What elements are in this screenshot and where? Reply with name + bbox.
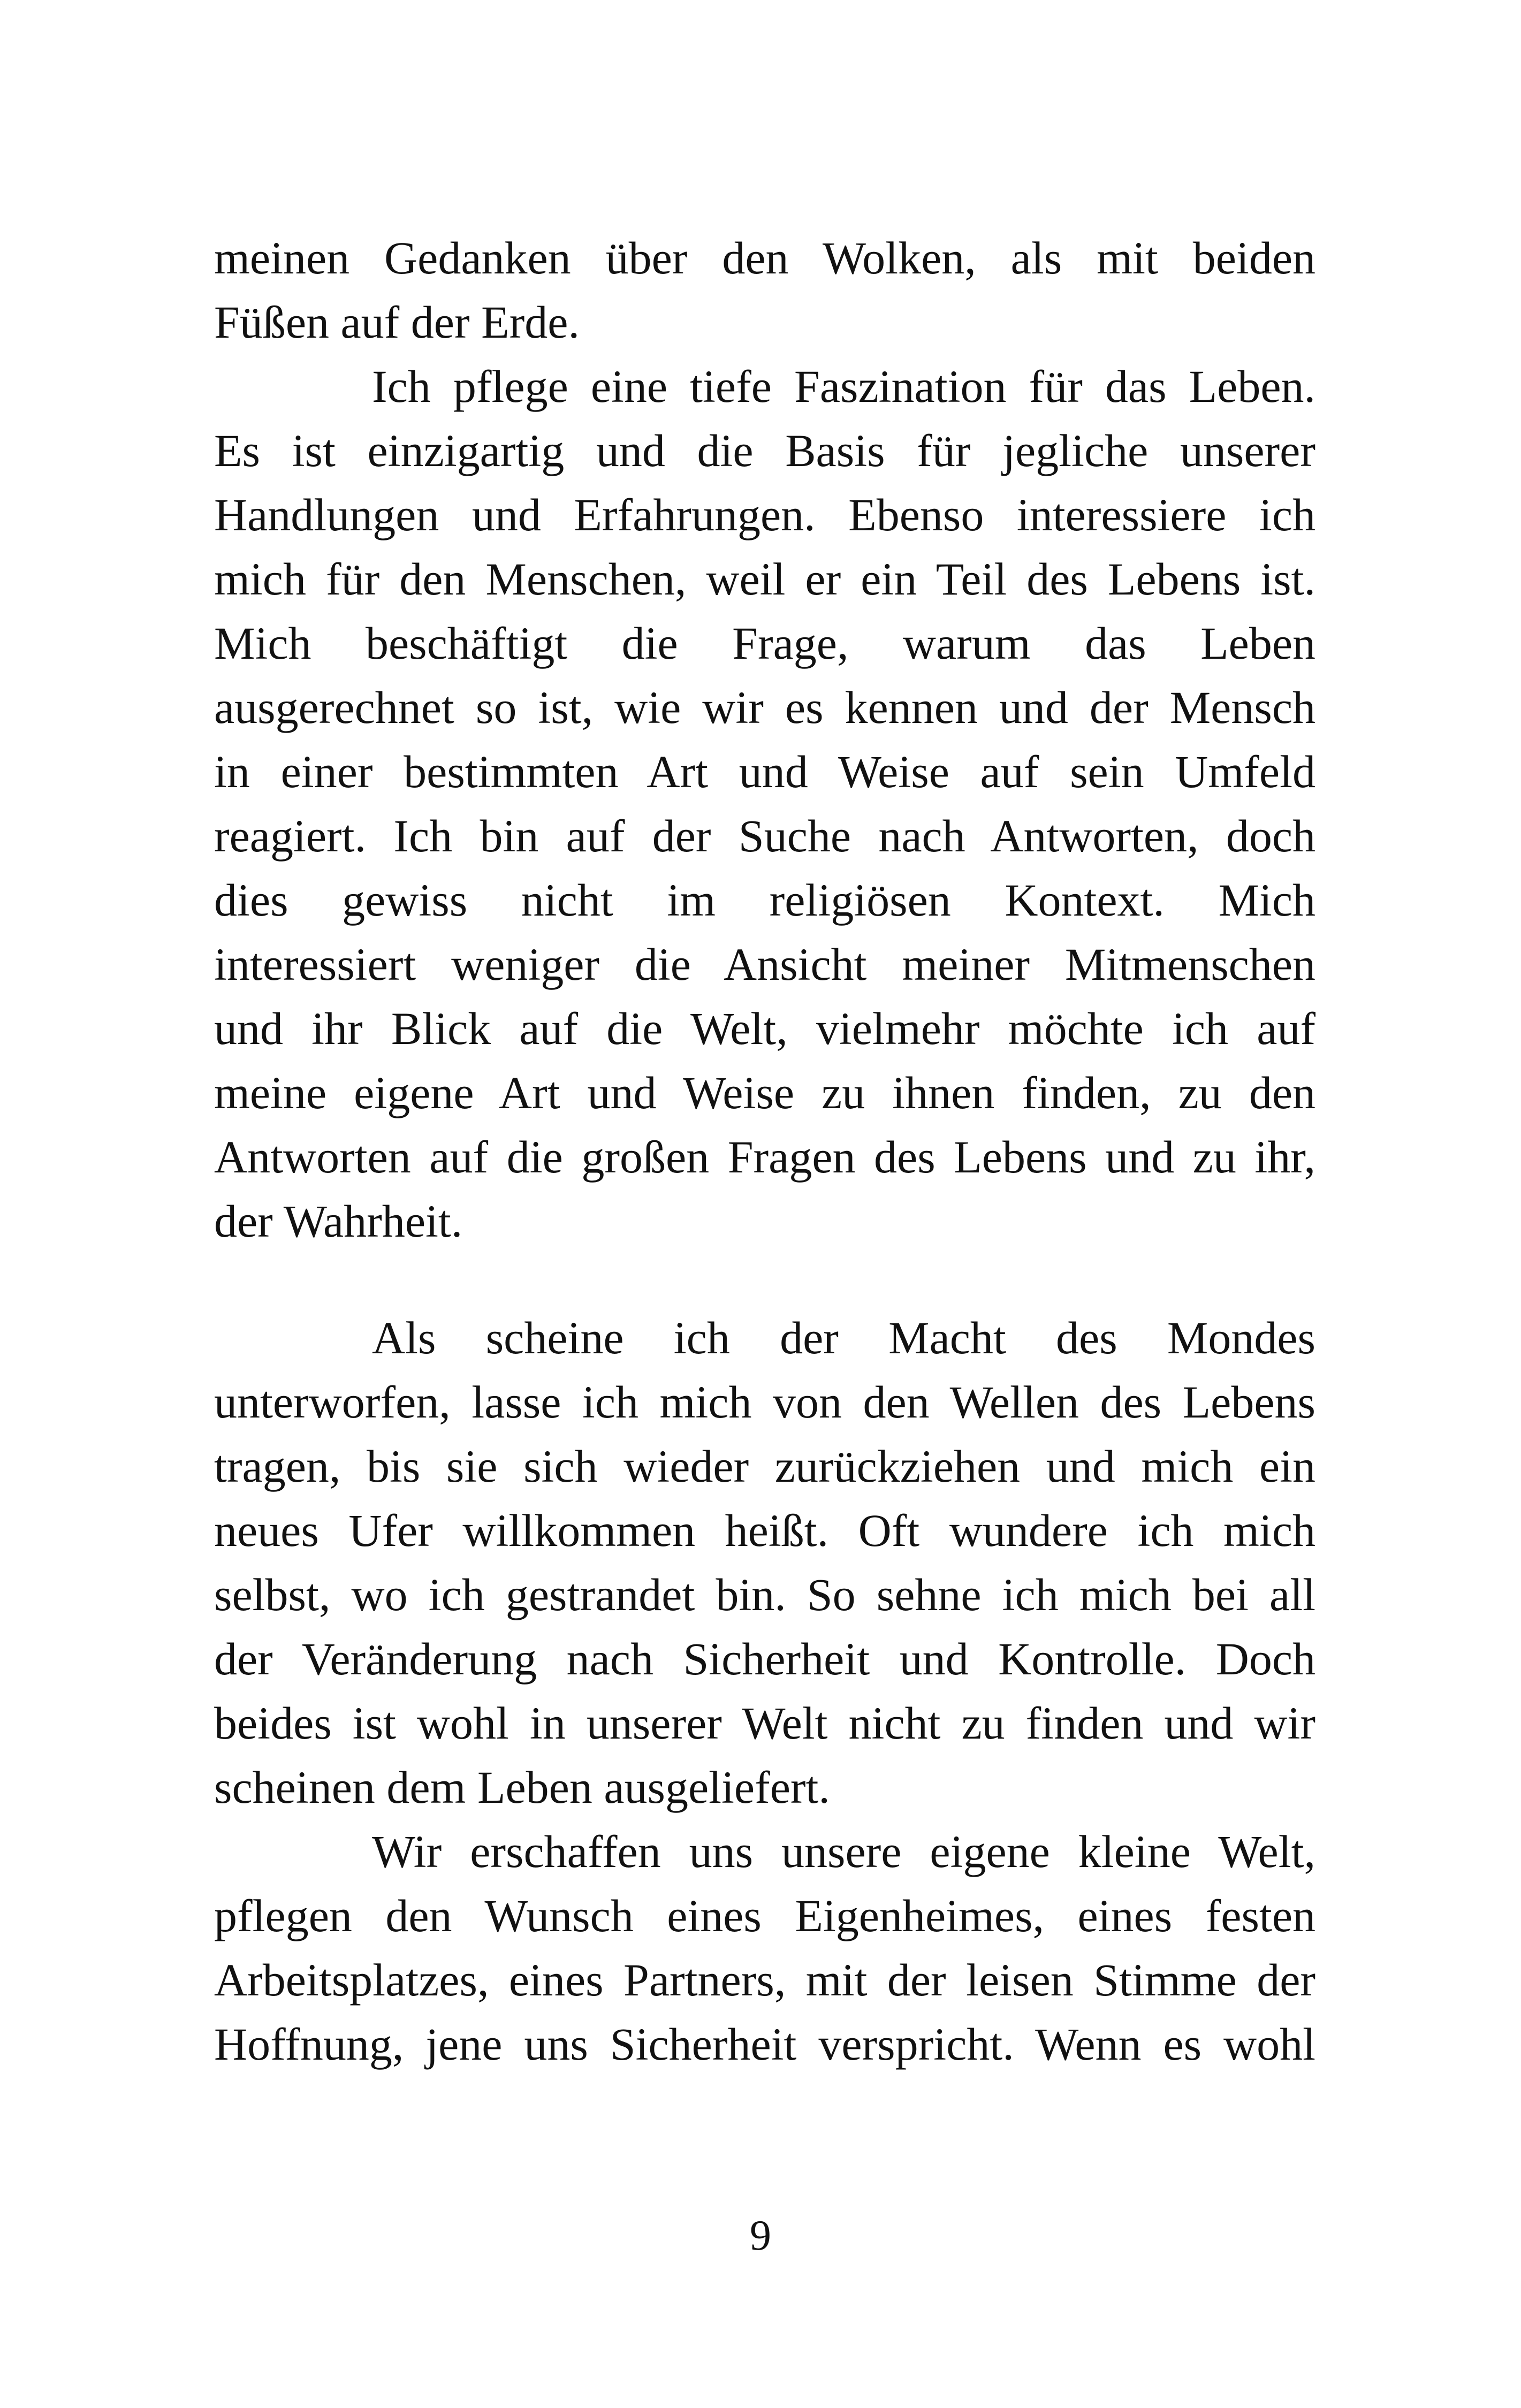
text-line: mich für den Menschen, weil er ein Teil des Lebens ist. (214, 553, 1315, 605)
text-line: meine eigene Art und Weise zu ihnen finden, zu den (214, 1067, 1315, 1118)
text-line: der Wahrheit. (214, 1195, 463, 1247)
text-line: tragen, bis sie sich wieder zurückziehen und mich ein (214, 1441, 1315, 1492)
text-line: Mich beschäftigt die Frage, warum das Leben (214, 618, 1315, 669)
text-line: scheinen dem Leben ausgeliefert. (214, 1762, 830, 1813)
text-line: pflegen den Wunsch eines Eigenheimes, eines festen (214, 1890, 1315, 1941)
text-line: Ich pflege eine tiefe Faszination für das Leben. (372, 361, 1315, 412)
text-line: Wir erschaffen uns unsere eigene kleine Welt, (372, 1826, 1315, 1877)
text-line: Arbeitsplatzes, eines Partners, mit der leisen Stimme der (214, 1954, 1315, 2006)
text-line: Handlungen und Erfahrungen. Ebenso interessiere ich (214, 489, 1315, 540)
text-line: und ihr Blick auf die Welt, vielmehr möchte ich auf (214, 1003, 1315, 1054)
text-line: Es ist einzigartig und die Basis für jegliche unserer (214, 425, 1315, 476)
text-line: Füßen auf der Erde. (214, 296, 580, 348)
text-line: in einer bestimmten Art und Weise auf sein Umfeld (214, 746, 1315, 797)
text-line: dies gewiss nicht im religiösen Kontext. Mich (214, 874, 1315, 926)
text-line: neues Ufer willkommen heißt. Oft wundere ich mich (214, 1505, 1315, 1556)
text-line: ausgerechnet so ist, wie wir es kennen und der Mensch (214, 682, 1315, 733)
paragraph-2 (214, 354, 1315, 1253)
text-line: selbst, wo ich gestrandet bin. So sehne ich mich bei all (214, 1569, 1315, 1620)
text-line: beides ist wohl in unserer Welt nicht zu finden und wir (214, 1697, 1315, 1749)
text-line: Als scheine ich der Macht des Mondes (372, 1312, 1315, 1363)
text-line: reagiert. Ich bin auf der Suche nach Antworten, doch (214, 810, 1315, 862)
text-line: unterworfen, lasse ich mich von den Wellen des Lebens (214, 1376, 1315, 1428)
paragraph-4 (214, 1819, 1315, 2076)
paragraph-3 (214, 1306, 1315, 1819)
paragraph-1 (214, 226, 1315, 354)
text-line: Hoffnung, jene uns Sicherheit verspricht. Wenn es wohl (214, 2018, 1315, 2070)
text-line: Antworten auf die großen Fragen des Lebens und zu ihr, (214, 1131, 1315, 1183)
page-number: 9 (750, 2212, 771, 2259)
text-line: interessiert weniger die Ansicht meiner Mitmenschen (214, 939, 1315, 990)
text-line: der Veränderung nach Sicherheit und Kontrolle. Doch (214, 1633, 1315, 1685)
paragraph-gap (214, 1253, 1315, 1306)
text-line: meinen Gedanken über den Wolken, als mit beiden (214, 232, 1315, 284)
body-text (214, 226, 1315, 2076)
